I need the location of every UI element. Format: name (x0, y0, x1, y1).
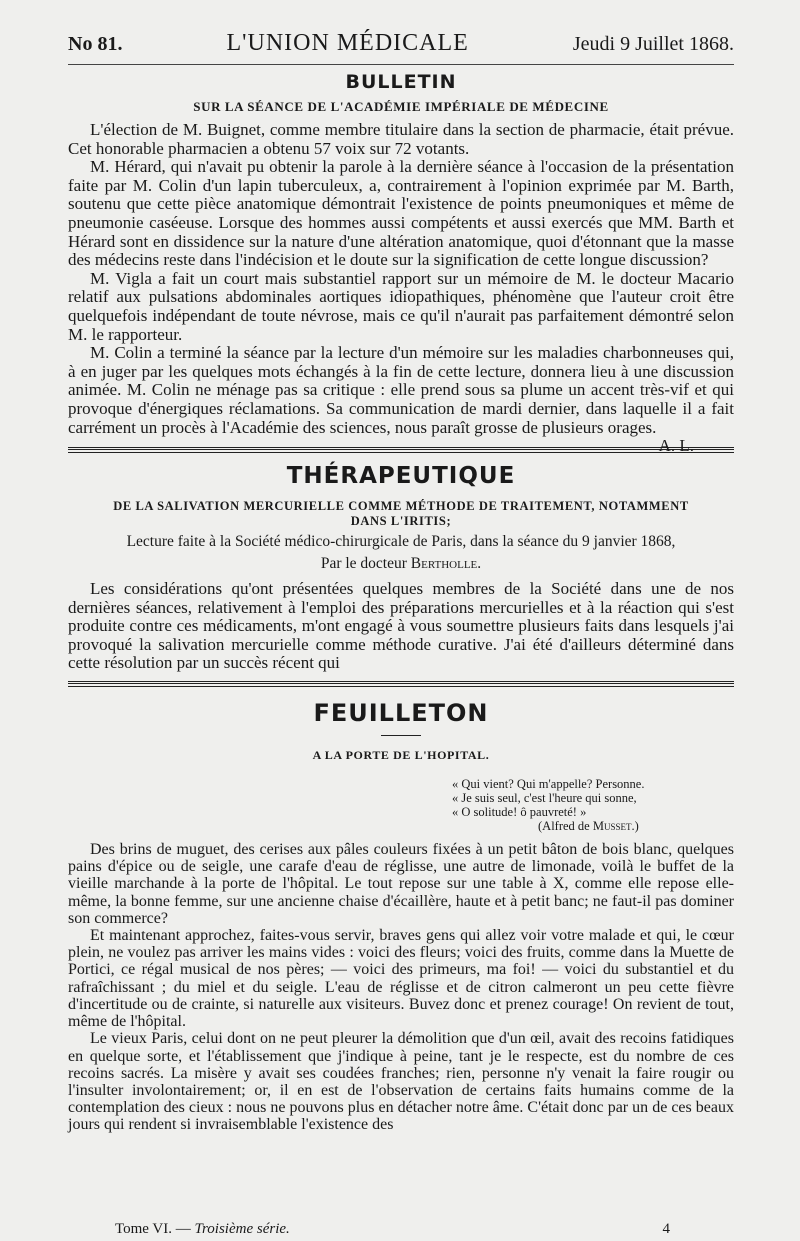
therapeutique-lecture: Lecture faite à la Société médico-chirurgicale de Paris, dans la séance du 9 janvier 1868, (126, 533, 676, 551)
epigraph (68, 777, 734, 833)
masthead (68, 30, 734, 65)
issue-number: No 81. (68, 33, 123, 55)
heading-rule (381, 735, 421, 736)
bulletin-signature: A. L. (658, 436, 694, 456)
therapeutique-author-line (68, 555, 734, 573)
epigraph-line-1: « Qui vient? Qui m'appelle? Personne. (452, 777, 645, 792)
therapeutique-subheading-1: DE LA SALIVATION MERCURIELLE COMME MÉTHODE DE TRAITEMENT, NOTAMMENT (113, 499, 689, 514)
section-divider (68, 681, 734, 687)
bulletin-subheading: SUR LA SÉANCE DE L'ACADÉMIE IMPÉRIALE DE MÉDECINE (193, 99, 609, 114)
footer-serie: Troisième série. (194, 1221, 290, 1237)
bulletin-paragraph-1: L'élection de M. Buignet, comme membre titulaire dans la section de pharmacie, était prévue. Cet honorable pharmacien a obtenu 57 voix sur 72 votants. (68, 120, 734, 158)
epigraph-line-2: « Je suis seul, c'est l'heure qui sonne, (452, 791, 637, 806)
page-footer (115, 1221, 670, 1238)
bulletin-paragraph-4-text: M. Colin a terminé la séance par la lecture d'un mémoire sur les maladies charbonneuses qui, à en juger par les quelques mots échangés à la fin de cette lecture, donnera lieu à une discussion animée. M. Colin ne ménage pas sa critique : elle prend sous sa plume un accent très-vif et qui provoque d'énergiques réclamations. Sa communication de mardi dernier, dans laquelle il a fait carrément un procès à l'Académie des sciences, nous paraît grosse de plusieurs orages. (68, 343, 734, 437)
newspaper-page (68, 30, 734, 1134)
footer-volume (115, 1221, 290, 1238)
bulletin-heading: BULLETIN (345, 71, 457, 93)
bulletin-paragraph-4 (68, 343, 734, 456)
feuilleton-body (68, 841, 734, 1133)
feuilleton-paragraph-1: Des brins de muguet, des cerises aux pâles couleurs fixées à un petit bâton de bois blanc, quelques pains d'épice ou de seigle, une carafe d'eau de réglisse, une autre de limonade, voilà le buffet de la vieille marchande à la porte de l'hôpital. Le tout repose sur une table à X, comme elle repose elle-même, la bonne femme, sur une ancienne chaise d'écaillère, haute et à petit banc; ne faut-il pas dominer son commerce? (68, 841, 734, 927)
section-divider (68, 447, 734, 453)
therapeutique-heading: THÉRAPEUTIQUE (286, 463, 516, 490)
therapeutique-paragraph: Les considérations qu'ont présentées quelques membres de la Société dans une de nos dernières séances, relativement à l'emploi des préparations mercurielles et à la réaction qui s'est produite contre ces médicaments, m'ont engagé à vous soumettre plusieurs faits dans lesquels j'ai provoqué la salivation mercurielle comme méthode curative. J'ai été d'ailleurs déterminé dans cette résolution par un succès récent qui (68, 579, 734, 673)
footer-page-number: 4 (662, 1221, 670, 1237)
epigraph-attribution (538, 819, 734, 833)
feuilleton-heading: FEUILLETON (313, 699, 489, 728)
epigraph-line-3: « O solitude! ô pauvreté! » (452, 805, 587, 820)
epigraph-attr-name: Musset.) (592, 819, 639, 834)
epigraph-attr-prefix: (Alfred de (538, 819, 593, 834)
author-prefix: Par le docteur (320, 554, 411, 572)
author-name: Bertholle. (410, 554, 482, 572)
issue-date: Jeudi 9 Juillet 1868. (572, 33, 734, 55)
feuilleton-subheading: A LA PORTE DE L'HOPITAL. (312, 748, 490, 763)
feuilleton-paragraph-2: Et maintenant approchez, faites-vous servir, braves gens qui allez voir votre malade et qui, le cœur plein, ne voulez pas arriver les mains vides : voici des fleurs; voici des fruits, comme dans la Muette de Portici, ce régal musical de nos pères; — voici des primeurs, ma foi! — voici du substantiel et du rafraîchissant ; du miel et du seigle. L'eau de réglisse et de citron calmeront un peu cette fièvre d'incertitude ou de crainte, si naturelle aux visiteurs. Buvez donc et prenez courage! On revient de tout, même de l'hôpital. (68, 927, 734, 1031)
therapeutique-subheading-2: DANS L'IRITIS; (350, 514, 452, 529)
journal-title: L'UNION MÉDICALE (226, 30, 469, 56)
bulletin-paragraph-3: M. Vigla a fait un court mais substantiel rapport sur un mémoire de M. le docteur Macario relatif aux pulsations abdominales aortiques idiopathiques, phénomène que l'auteur croit être quelquefois indépendant de toute névrose, mais ce qu'il n'aurait pas parfaitement démontré selon M. le rapporteur. (68, 268, 734, 344)
feuilleton-paragraph-3: Le vieux Paris, celui dont on ne peut pleurer la démolition que d'un œil, avait des recoins fatidiques en quelque sorte, et l'établissement que j'indique à peine, tant je le respecte, est du nombre de ces recoins sacrés. La misère y avait ses coudées franches; rien, personne n'y venait la faire rougir ou l'insulter involontairement; or, il en est de l'observation de certains faits humains comme de la contemplation des cieux : nous ne pouvons plus en détacher notre âme. C'était donc par un de ces beaux jours qui rendent si invraisemblable l'existence des (68, 1030, 734, 1134)
footer-tome: Tome VI. — (115, 1221, 195, 1237)
bulletin-paragraph-2: M. Hérard, qui n'avait pu obtenir la parole à la dernière séance à l'occasion de la présentation faite par M. Colin d'un lapin tuberculeux, a, contrairement à l'opinion exprimée par M. Barth, soutenu que cette pièce anatomique démontrait l'existence de points pneumoniques et même de pneumonie caséeuse. Lorsque des hommes aussi compétents et aussi exercés que MM. Barth et Hérard sont en dissidence sur la nature d'une altération anatomique, quoi d'étonnant que la masse des médecins reste dans l'indécision et le doute sur la signification de cette longue discussion? (68, 157, 734, 270)
